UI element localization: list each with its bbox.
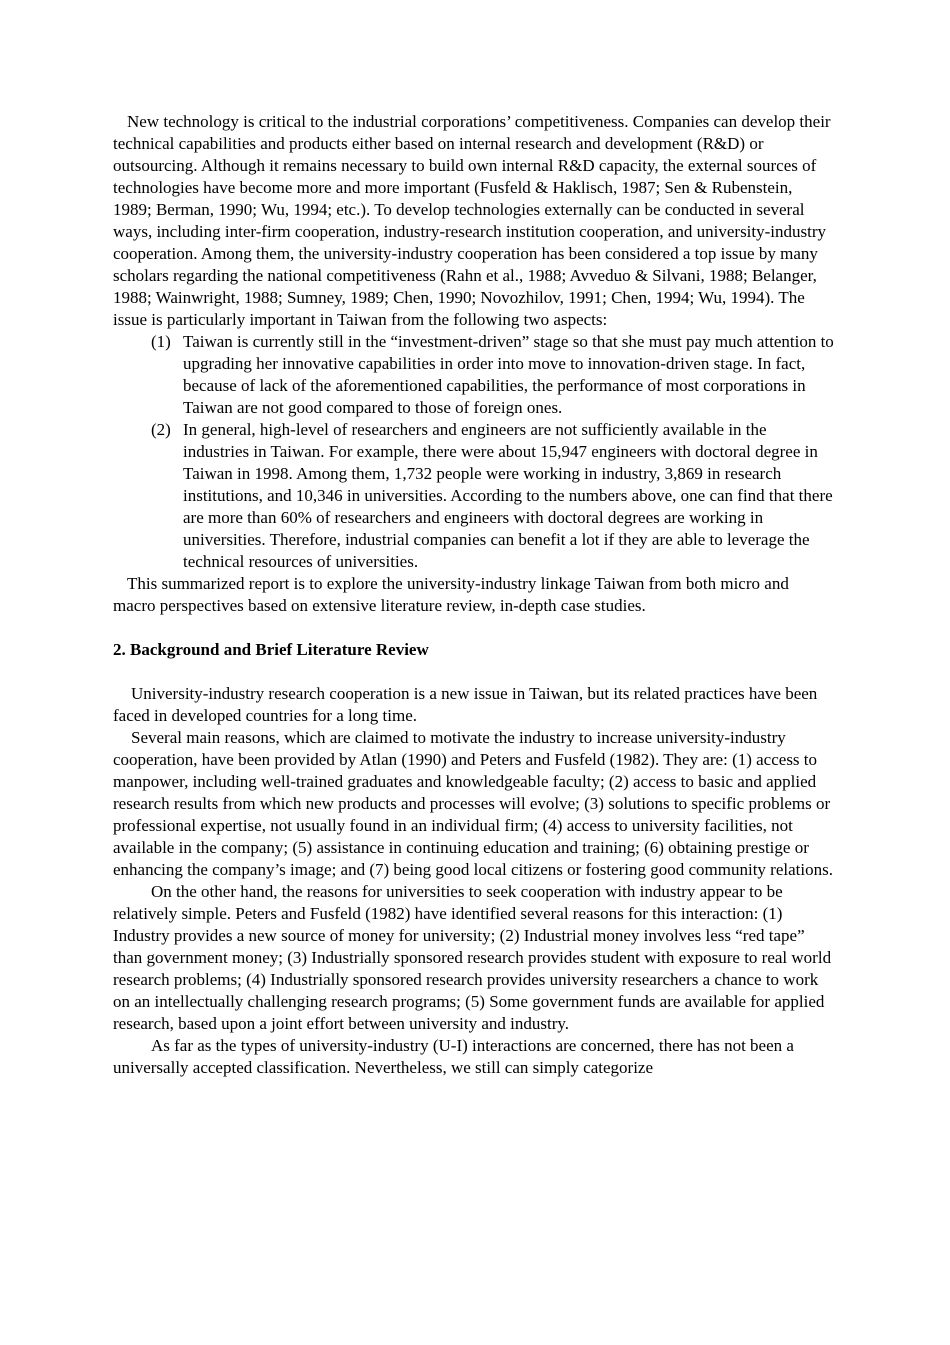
industry-reasons-paragraph: Several main reasons, which are claimed to motivate the industry to increase university-industry cooperation, have been provided by Atlan (1990) and Peters and Fusfeld (1982). They are: (1) access to manpower, including well-trained graduates and knowledgeable faculty; (2) access to basic and applied research results from which new products and processes will evolve; (3) solutions to specific problems or professional expertise, not usually found in an individual firm; (4) access to university facilities, not available in the company; (5) assistance in continuing education and training; (6) obtaining prestige or enhancing the company’s image; and (7) being good local citizens or fostering good community relations. [113,728,833,879]
list-item-text: Taiwan is currently still in the “investment-driven” stage so that she must pay much attention to upgrading her innovative capabilities in order into move to innovation-driven stage. In fact, because of lack of the aforementioned capabilities, the performance of most corporations in Taiwan are not good compared to those of foreign ones. [183,332,834,417]
list-item [113,331,835,419]
university-reasons-paragraph: On the other hand, the reasons for universities to seek cooperation with industry appear to be relatively simple. Peters and Fusfeld (1982) have identified several reasons for this interaction: (1) Industry provides a new source of money for university; (2) Industrial money involves less “red tape” than government money; (3) Industrially sponsored research provides student with exposure to real world research problems; (4) Industrially sponsored research provides university researchers a chance to work on an intellectually challenging research programs; (5) Some government funds are available for applied research, based upon a joint effort between university and industry. [113,882,832,1033]
list-item-number: (2) [151,420,171,439]
intro-paragraph: New technology is critical to the industrial corporations’ competitiveness. Companies can develop their technical capabilities and products either based on internal research and development (R&D) or outsourcing. Although it remains necessary to build own internal R&D capacity, the external sources of technologies have become more and more important (Fusfeld & Haklisch, 1987; Sen & Rubenstein, 1989; Berman, 1990; Wu, 1994; etc.). To develop technologies externally can be conducted in several ways, including inter-firm cooperation, industry-research institution cooperation, and university-industry cooperation. Among them, the university-industry cooperation has been considered a top issue by many scholars regarding the national competitiveness (Rahn et al., 1988; Avveduo & Silvani, 1988; Belanger, 1988; Wainwright, 1988; Sumney, 1989; Chen, 1990; Novozhilov, 1991; Chen, 1994; Wu, 1994). The issue is particularly important in Taiwan from the following two aspects: [113,112,831,329]
list-item [113,419,835,573]
list-item-text: In general, high-level of researchers and engineers are not sufficiently available in the industries in Taiwan. For example, there were about 15,947 engineers with doctoral degree in Taiwan in 1998. Among them, 1,732 people were working in industry, 3,869 in research institutions, and 10,346 in universities. According to the numbers above, one can find that there are more than 60% of researchers and engineers with doctoral degrees are working in universities. Therefore, industrial companies can benefit a lot if they are able to leverage the technical resources of universities. [183,420,833,571]
aspects-list [113,331,835,573]
interaction-types-paragraph: As far as the types of university-industry (U-I) interactions are concerned, there has not been a universally accepted classification. Nevertheless, we still can simply categorize [113,1036,794,1077]
section-heading: 2. Background and Brief Literature Review [113,640,429,659]
background-paragraph: University-industry research cooperation is a new issue in Taiwan, but its related practices have been faced in developed countries for a long time. [113,684,818,725]
document-page [113,111,835,1079]
list-item-number: (1) [151,332,171,351]
summary-paragraph: This summarized report is to explore the university-industry linkage Taiwan from both micro and macro perspectives based on extensive literature review, in-depth case studies. [113,574,789,615]
